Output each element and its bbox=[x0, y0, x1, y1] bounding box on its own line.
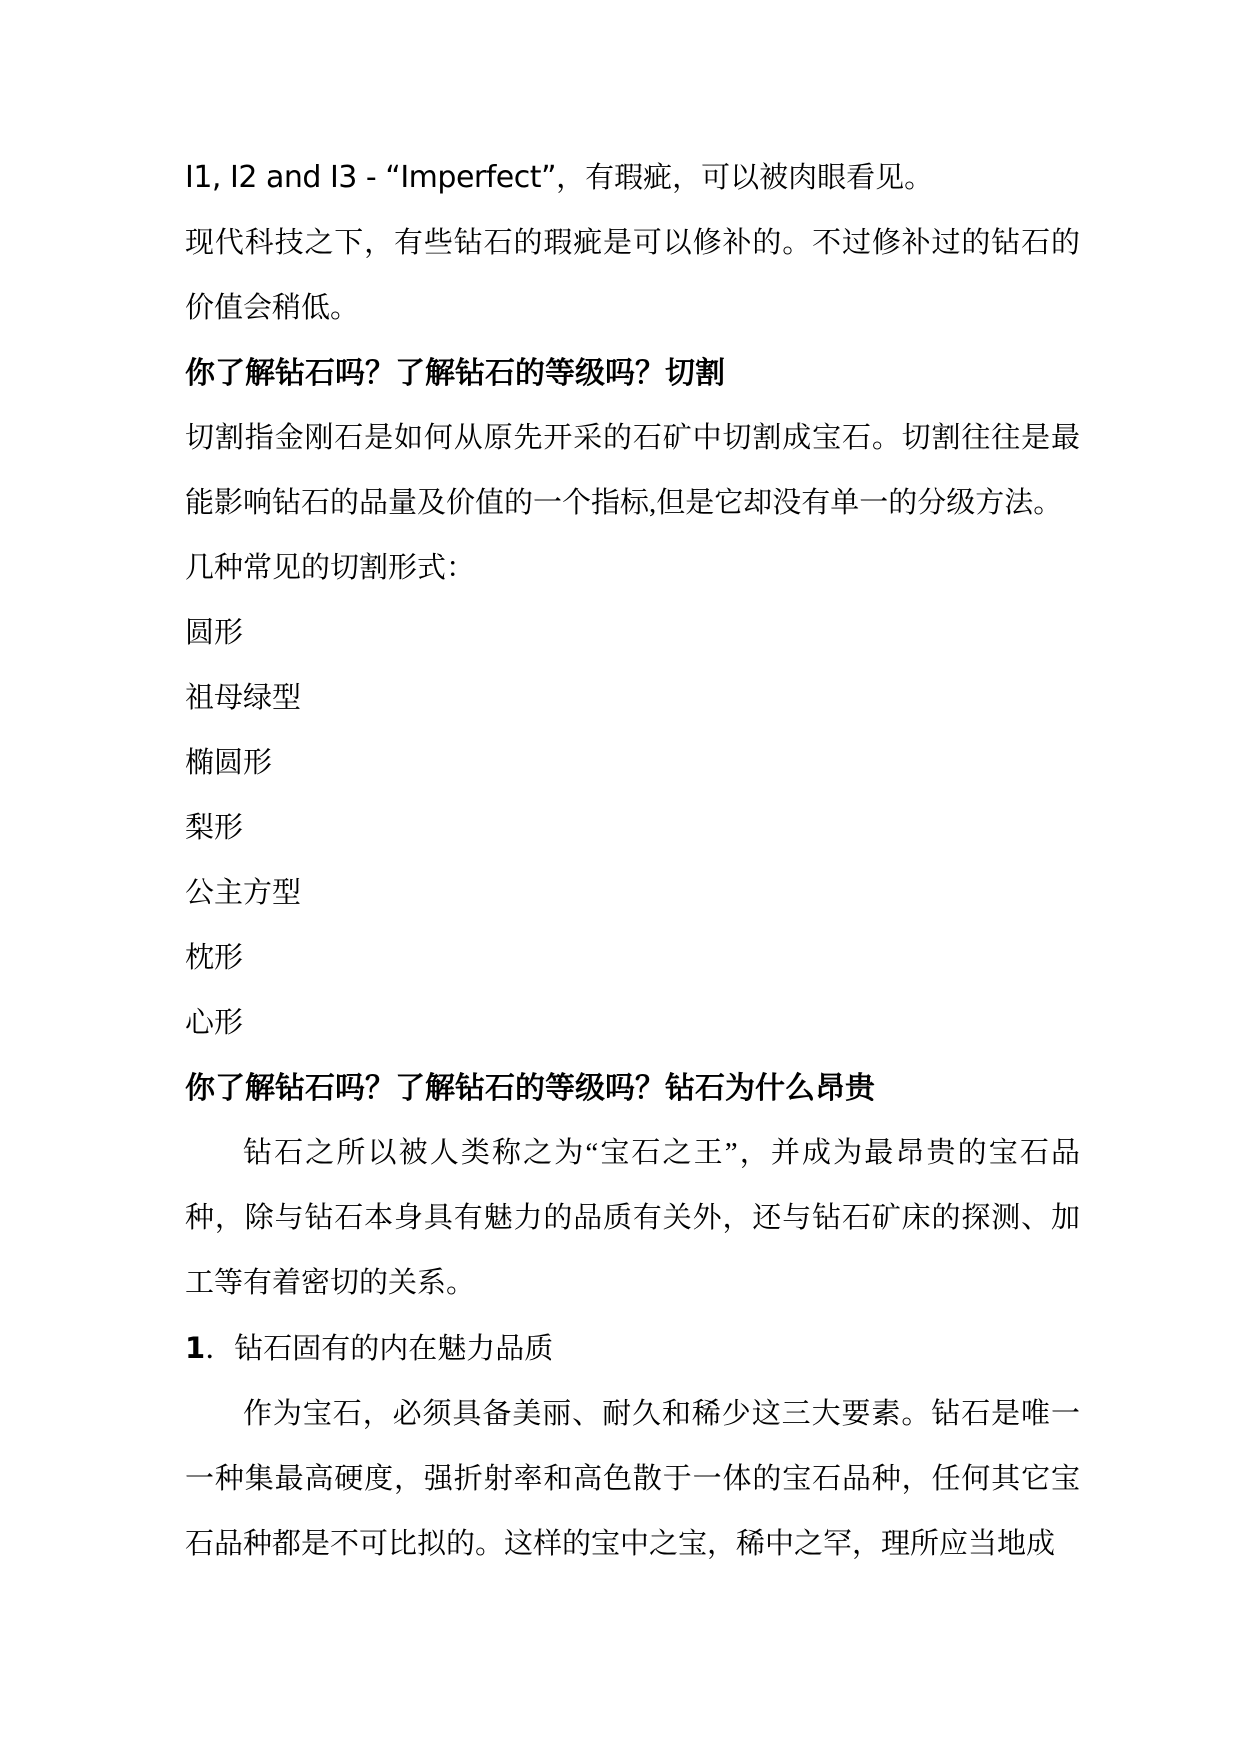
clarity-imperfect-line bbox=[185, 145, 1080, 211]
clarity-imperfect-line-cjk-segment: ，有瑕疵，可以被肉眼看见。 bbox=[556, 162, 934, 194]
cut-section-heading: 你了解钻石吗？了解钻石的等级吗？切割 bbox=[185, 357, 725, 390]
cut-form-heart: 心形 bbox=[185, 1007, 244, 1039]
intrinsic-quality-numbered-heading bbox=[185, 1316, 1080, 1382]
intrinsic-quality-numbered-heading-cjk-segment: ．钻石固有的内在魅力品质 bbox=[205, 1333, 554, 1365]
cut-form-emerald: 祖母绿型 bbox=[185, 682, 302, 714]
cut-form-princess: 公主方型 bbox=[185, 877, 302, 909]
cut-form-pear: 梨形 bbox=[185, 812, 244, 844]
cut-form-oval: 椭圆形 bbox=[185, 747, 273, 779]
gem-three-elements-paragraph: 作为宝石，必须具备美丽、耐久和稀少这三大要素。钻石是唯一一种集最高硬度，强折射率和高色散于一体的宝石品种，任何其它宝石品种都是不可比拟的。这样的宝中之宝，稀中之罕，理所应当地成 bbox=[185, 1398, 1080, 1560]
cut-form-cushion: 枕形 bbox=[185, 942, 244, 974]
cut-description-paragraph: 切割指金刚石是如何从原先开采的石矿中切割成宝石。切割往往是最能影响钻石的品量及价值的一个指标,但是它却没有单一的分级方法。 bbox=[185, 422, 1080, 519]
intrinsic-quality-numbered-heading-latin-number-segment: 1 bbox=[185, 1331, 206, 1365]
clarity-imperfect-line-latin-segment: I1, I2 and I3 - “Imperfect” bbox=[185, 160, 557, 195]
repair-note-paragraph: 现代科技之下，有些钻石的瑕疵是可以修补的。不过修补过的钻石的价值会稍低。 bbox=[185, 227, 1080, 324]
cut-forms-lead-in: 几种常见的切割形式： bbox=[185, 552, 476, 584]
why-expensive-heading: 你了解钻石吗？了解钻石的等级吗？钻石为什么昂贵 bbox=[185, 1072, 875, 1105]
cut-form-round: 圆形 bbox=[185, 617, 244, 649]
king-of-gems-paragraph: 钻石之所以被人类称之为“宝石之王”，并成为最昂贵的宝石品种，除与钻石本身具有魅力的品质有关外，还与钻石矿床的探测、加工等有着密切的关系。 bbox=[185, 1137, 1080, 1299]
